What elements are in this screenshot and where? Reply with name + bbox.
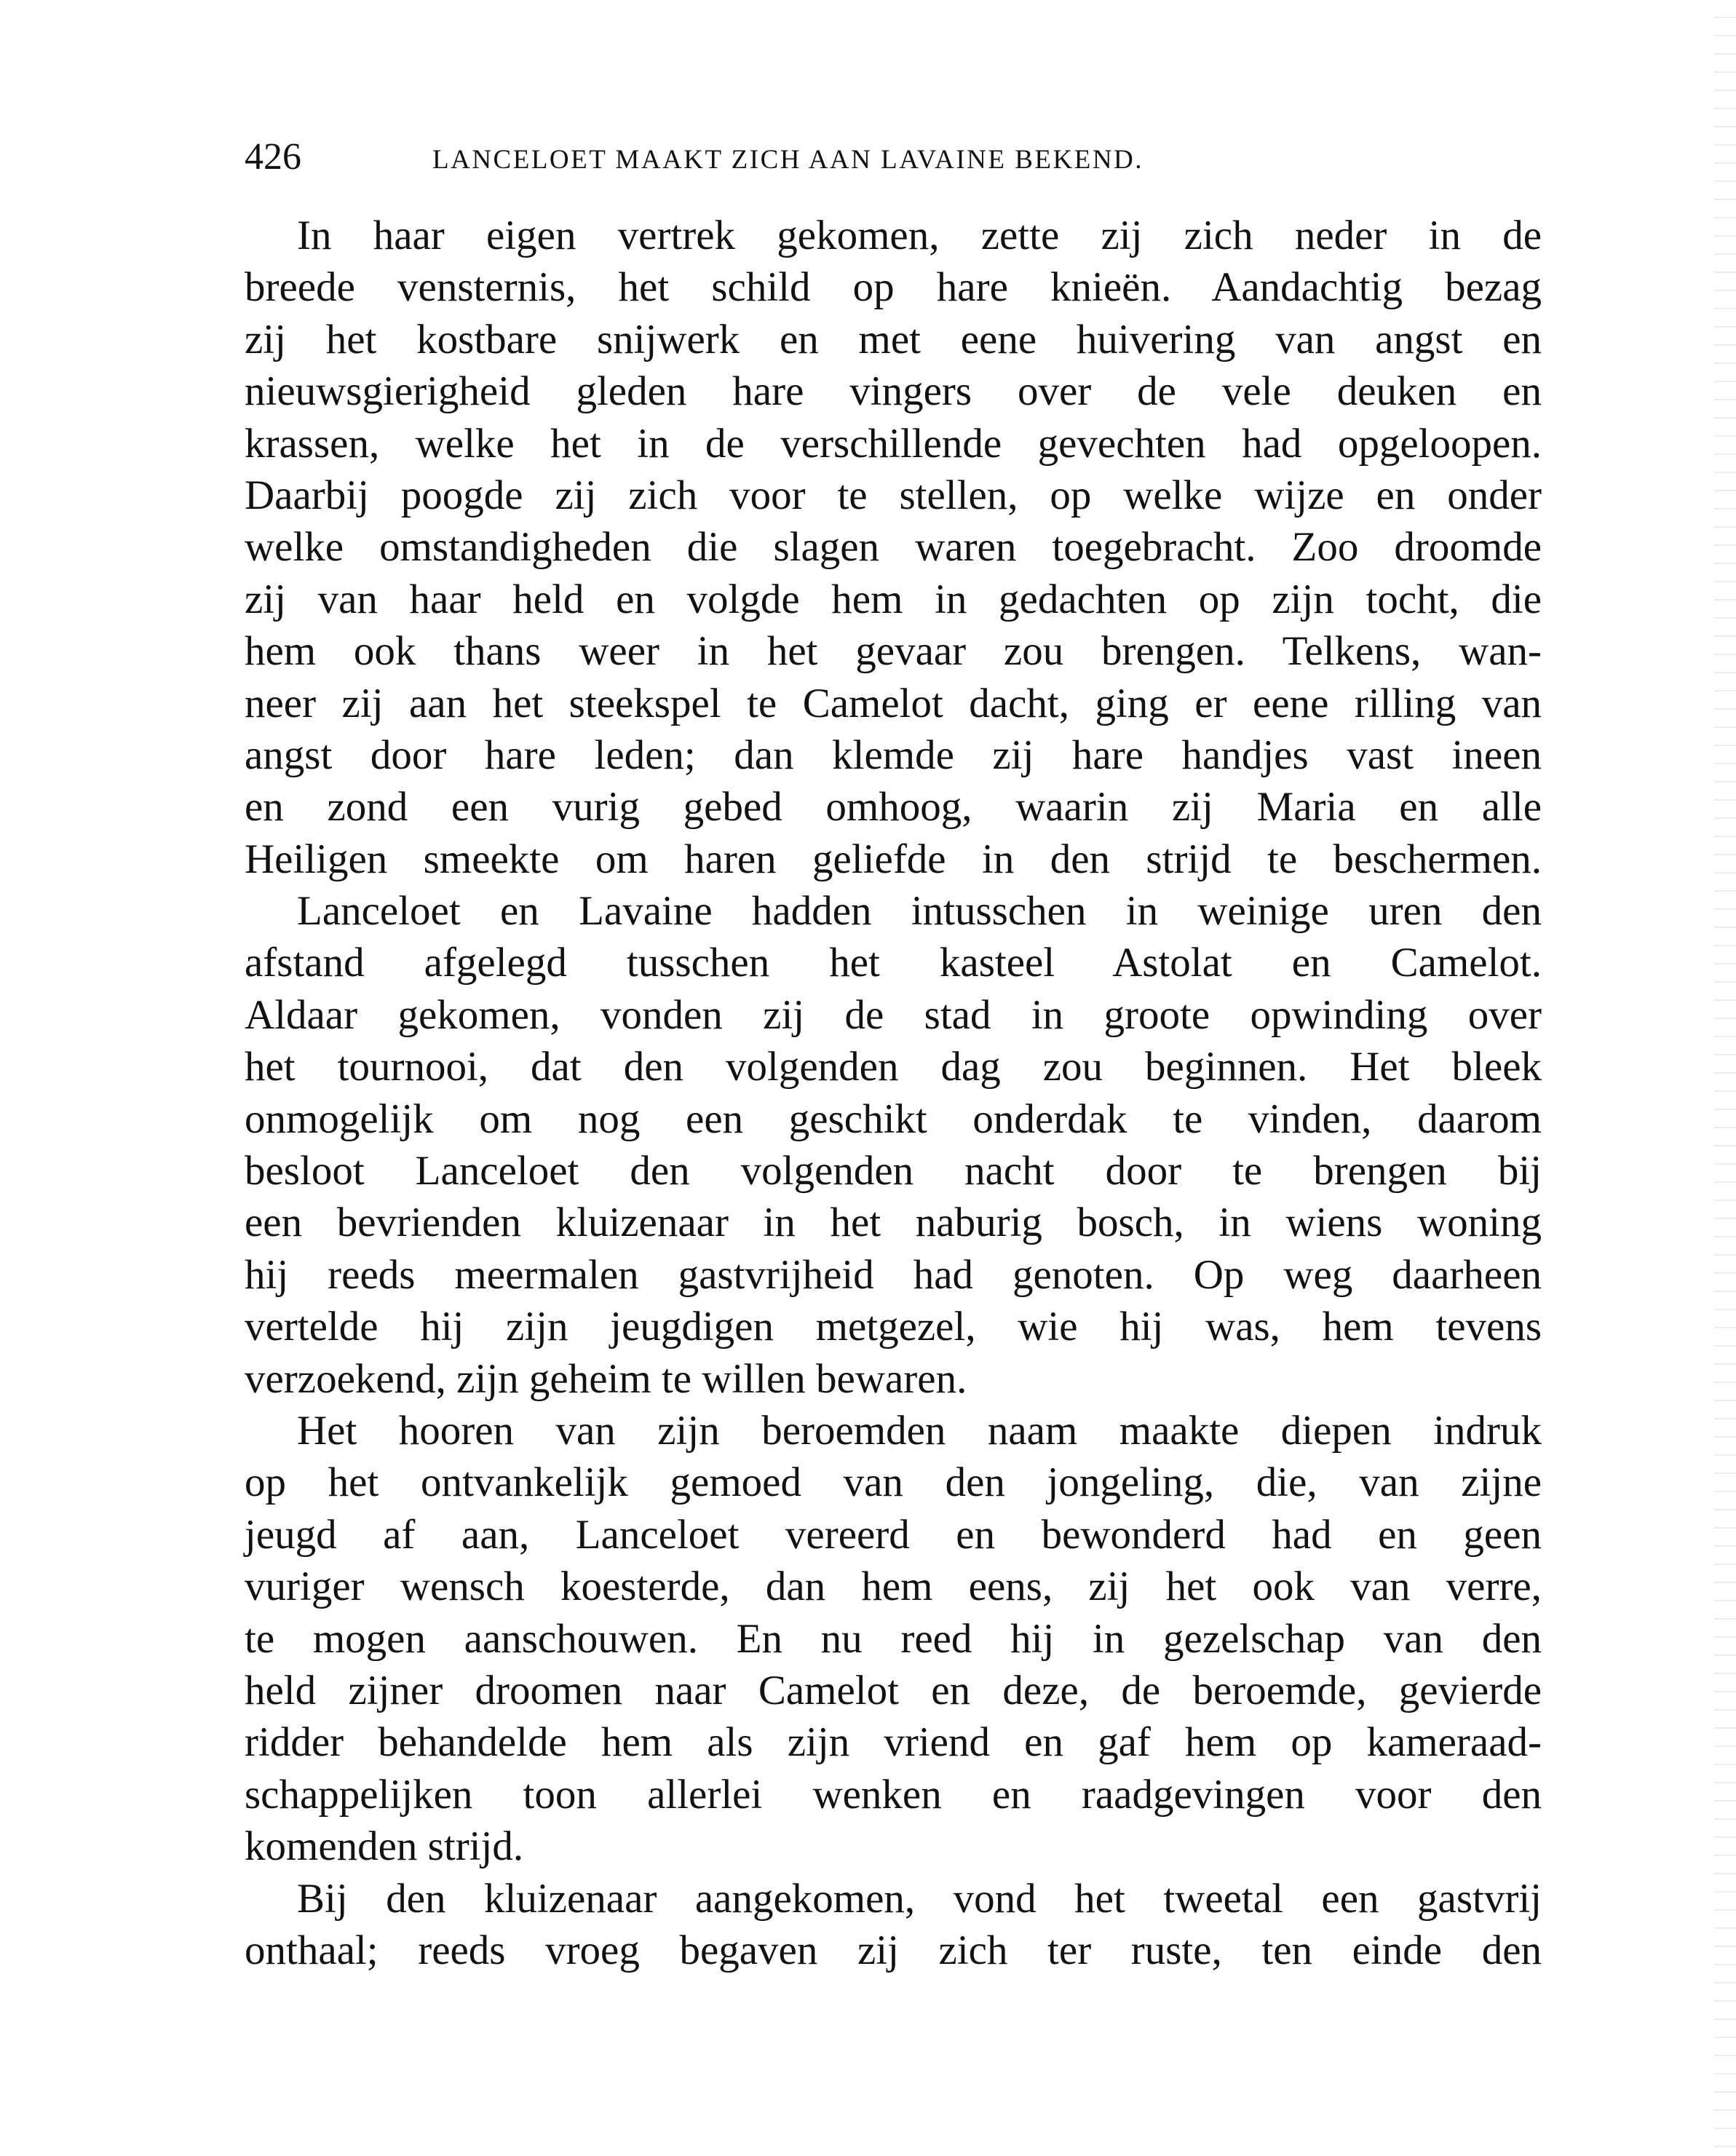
text-line: komenden strijd.	[245, 1823, 524, 1870]
page-number: 426	[245, 136, 301, 178]
text-line: held zijner droomen naar Camelot en deze, de beroemde, gevierde	[245, 1667, 1542, 1713]
text-line: Daarbij poogde zij zich voor te stellen, op welke wijze en onder	[245, 472, 1542, 518]
paragraph	[245, 210, 1542, 885]
paragraph	[245, 1873, 1542, 1977]
text-line: ridder behandelde hem als zijn vriend en gaf hem op kameraad-	[245, 1719, 1542, 1766]
paragraph	[245, 1405, 1542, 1873]
text-line: verzoekend, zijn geheim te willen bewaren.	[245, 1355, 967, 1402]
text-line: afstand afgelegd tusschen het kasteel Astolat en Camelot.	[245, 940, 1542, 986]
body-text	[245, 210, 1542, 1976]
text-line: nieuwsgierigheid gleden hare vingers over de vele deuken en	[245, 368, 1542, 415]
text-line: Bij den kluizenaar aangekomen, vond het tweetal een gastvrij	[297, 1875, 1542, 1922]
text-line: breede vensternis, het schild op hare knieën. Aandachtig bezag	[245, 264, 1542, 311]
text-line: neer zij aan het steekspel te Camelot dacht, ging er eene rilling van	[245, 680, 1542, 726]
text-line: angst door hare leden; dan klemde zij hare handjes vast ineen	[245, 732, 1542, 778]
text-line: Aldaar gekomen, vonden zij de stad in groote opwinding over	[245, 991, 1542, 1038]
text-line: zij het kostbare snijwerk en met eene huivering van angst en	[245, 316, 1542, 362]
text-line: een bevrienden kluizenaar in het naburig bosch, in wiens woning	[245, 1200, 1542, 1246]
text-line: besloot Lanceloet den volgenden nacht door te brengen bij	[245, 1148, 1542, 1194]
text-line: op het ontvankelijk gemoed van den jongeling, die, van zijne	[245, 1459, 1542, 1506]
text-line: vertelde hij zijn jeugdigen metgezel, wie hij was, hem tevens	[245, 1304, 1542, 1350]
text-line: In haar eigen vertrek gekomen, zette zij zich neder in de	[297, 213, 1542, 258]
text-line: Het hooren van zijn beroemden naam maakte diepen indruk	[297, 1407, 1542, 1454]
scan-edge-speckle	[1714, 0, 1736, 2156]
paragraph	[245, 885, 1542, 1405]
text-line: zij van haar held en volgde hem in gedachten op zijn tocht, die	[245, 576, 1542, 622]
text-line: te mogen aanschouwen. En nu reed hij in gezelschap van den	[245, 1615, 1542, 1662]
text-line: vuriger wensch koesterde, dan hem eens, zij het ook van verre,	[245, 1564, 1542, 1610]
running-title: LANCELOET MAAKT ZICH AAN LAVAINE BEKEND.	[432, 145, 1144, 175]
text-line: welke omstandigheden die slagen waren toegebracht. Zoo droomde	[245, 524, 1542, 571]
text-line: Heiligen smeekte om haren geliefde in den strijd te beschermen.	[245, 836, 1542, 882]
text-line: onthaal; reeds vroeg begaven zij zich ter ruste, ten einde den	[245, 1927, 1542, 1973]
text-line: het tournooi, dat den volgenden dag zou beginnen. Het bleek	[245, 1044, 1542, 1090]
page-header	[245, 135, 1542, 179]
text-line: hem ook thans weer in het gevaar zou brengen. Telkens, wan-	[245, 628, 1542, 675]
text-line: hij reeds meermalen gastvrijheid had genoten. Op weg daarheen	[245, 1251, 1542, 1298]
text-line: onmogelijk om nog een geschikt onderdak te vinden, daarom	[245, 1095, 1542, 1142]
text-line: krassen, welke het in de verschillende gevechten had opgeloopen.	[245, 420, 1542, 467]
text-line: Lanceloet en Lavaine hadden intusschen in weinige uren den	[297, 888, 1542, 935]
text-line: jeugd af aan, Lanceloet vereerd en bewonderd had en geen	[245, 1511, 1542, 1558]
text-line: schappelijken toon allerlei wenken en raadgevingen voor den	[245, 1771, 1542, 1818]
text-line: en zond een vurig gebed omhoog, waarin zij Maria en alle	[245, 784, 1542, 831]
